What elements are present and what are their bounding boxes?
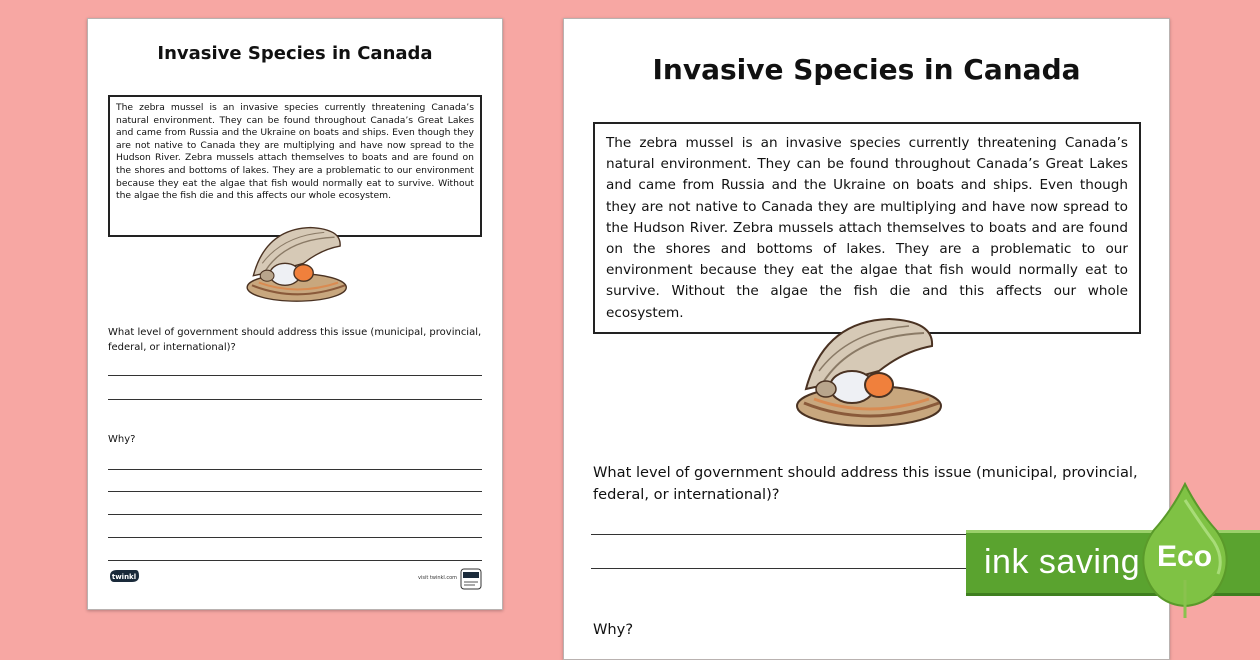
- passage-box: [108, 95, 482, 237]
- ink-saving-text: ink saving: [984, 543, 1141, 581]
- why-label: Why?: [593, 621, 634, 638]
- quality-badge-icon: [460, 568, 482, 590]
- government-question: What level of government should address this issue (municipal, provincial, federal, or international)?: [108, 327, 482, 353]
- twinkl-logo-text: twinkl: [111, 573, 137, 581]
- passage-text: The zebra mussel is an invasive species currently threatening Canada’s natural environment. They can be found throughout Canada’s Great Lakes and came from Russia and the Ukraine on boats and ships. Even though they are not native to Canada they are multiplying and have now spread to the Hudson River. Zebra mussels attach themselves to boats and are found on the shores and bottoms of lakes. They are a problematic to our environment because they eat the algae that fish would normally eat to survive. Without the algae the fish die and this affects our whole ecosystem.: [606, 135, 1128, 321]
- answer-line: [108, 560, 482, 561]
- answer-line: [108, 399, 482, 400]
- answer-line: [108, 491, 482, 492]
- worksheet-preview-small: [87, 18, 503, 610]
- answer-line: [108, 375, 482, 376]
- footer-url: visit twinkl.com: [418, 575, 458, 581]
- passage-text: The zebra mussel is an invasive species currently threatening Canada’s natural environment. They can be found throughout Canada’s Great Lakes and came from Russia and the Ukraine on boats and ships. Even though they are not native to Canada they are multiplying and have now spread to the Hudson River. Zebra mussels attach themselves to boats and are found on the shores and bottoms of lakes. They are a problematic to our environment because they eat the algae that fish would normally eat to survive. Without the algae the fish die and this affects our whole ecosystem.: [116, 102, 474, 202]
- answer-line: [108, 537, 482, 538]
- worksheet-title: Invasive Species in Canada: [652, 53, 1081, 86]
- answer-line: [108, 469, 482, 470]
- passage-box: [593, 122, 1141, 334]
- answer-line: [108, 514, 482, 515]
- why-label: Why?: [108, 434, 136, 445]
- twinkl-logo: [108, 569, 140, 583]
- government-question: What level of government should address this issue (municipal, provincial, federal, or international)?: [593, 464, 1138, 503]
- mussel-illustration: [238, 222, 352, 306]
- eco-label: Eco: [1157, 540, 1213, 573]
- worksheet-title: Invasive Species in Canada: [157, 43, 433, 64]
- mussel-illustration: [784, 311, 949, 433]
